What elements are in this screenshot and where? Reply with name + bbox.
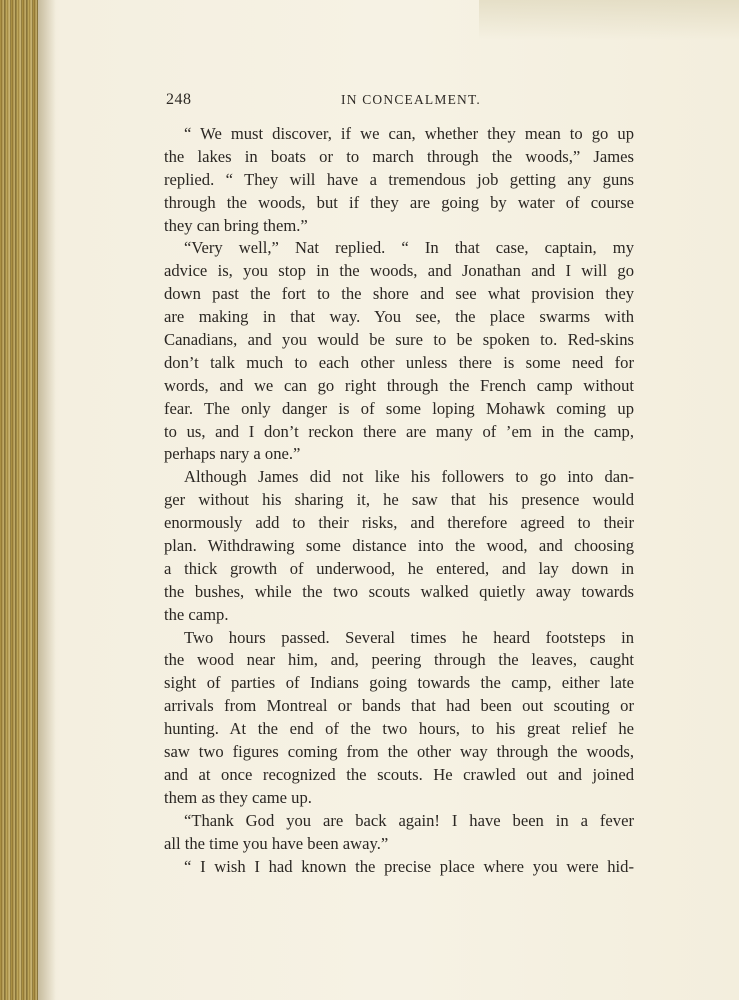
page-edge-shade xyxy=(479,0,739,40)
text-line: saw two figures coming from the other way through the woods, xyxy=(164,742,634,762)
page-number: 248 xyxy=(166,91,192,108)
text-line: a thick growth of underwood, he entered, and lay down in xyxy=(164,558,634,578)
body-text xyxy=(164,123,634,878)
text-line: ger without his sharing it, he saw that his presence would xyxy=(164,490,634,510)
text-line: through the woods, but if they are going by water of course xyxy=(164,192,634,212)
text-line: Although James did not like his followers to go into dan- xyxy=(184,467,634,487)
text-line: the bushes, while the two scouts walked quietly away towards xyxy=(164,581,634,601)
text-line: words, and we can go right through the French camp without xyxy=(164,375,634,395)
text-line: and at once recognized the scouts. He crawled out and joined xyxy=(164,764,634,784)
page-header xyxy=(166,91,634,111)
text-line: the lakes in boats or to march through the woods,” James xyxy=(164,146,634,166)
text-line: the wood near him, and, peering through the leaves, caught xyxy=(164,650,634,670)
text-line: perhaps nary a one.” xyxy=(164,444,301,464)
text-line: them as they came up. xyxy=(164,787,312,807)
text-line: “ I wish I had known the precise place where you were hid- xyxy=(184,856,634,876)
text-line: sight of parties of Indians going towards the camp, either late xyxy=(164,673,634,693)
text-line: Two hours passed. Several times he heard footsteps in xyxy=(184,627,634,647)
text-line: plan. Withdrawing some distance into the wood, and choosing xyxy=(164,536,634,556)
text-line: Canadians, and you would be sure to be spoken to. Red-skins xyxy=(164,330,634,350)
text-line: “Very well,” Nat replied. “ In that case, captain, my xyxy=(184,238,634,258)
text-line: the camp. xyxy=(164,604,229,624)
text-line: to us, and I don’t reckon there are many of ’em in the camp, xyxy=(164,421,634,441)
text-line: “ We must discover, if we can, whether they mean to go up xyxy=(184,124,634,143)
text-line: enormously add to their risks, and therefore agreed to their xyxy=(164,513,634,533)
text-line: they can bring them.” xyxy=(164,215,308,235)
book-spine-binding xyxy=(0,0,38,1000)
text-line: “Thank God you are back again! I have been in a fever xyxy=(184,810,634,830)
text-line: are making in that way. You see, the place swarms with xyxy=(164,307,634,327)
text-line: hunting. At the end of the two hours, to his great relief he xyxy=(164,719,634,739)
text-line: all the time you have been away.” xyxy=(164,833,389,853)
text-line: down past the fort to the shore and see what provision they xyxy=(164,284,634,304)
text-line: fear. The only danger is of some loping Mohawk coming up xyxy=(164,398,634,418)
gutter-shadow xyxy=(38,0,56,1000)
running-head: IN CONCEALMENT. xyxy=(341,92,481,107)
text-line: advice is, you stop in the woods, and Jonathan and I will go xyxy=(164,261,634,281)
text-line: replied. “ They will have a tremendous job getting any guns xyxy=(164,169,634,189)
text-line: arrivals from Montreal or bands that had been out scouting or xyxy=(164,696,634,716)
text-line: don’t talk much to each other unless there is some need for xyxy=(164,352,634,372)
